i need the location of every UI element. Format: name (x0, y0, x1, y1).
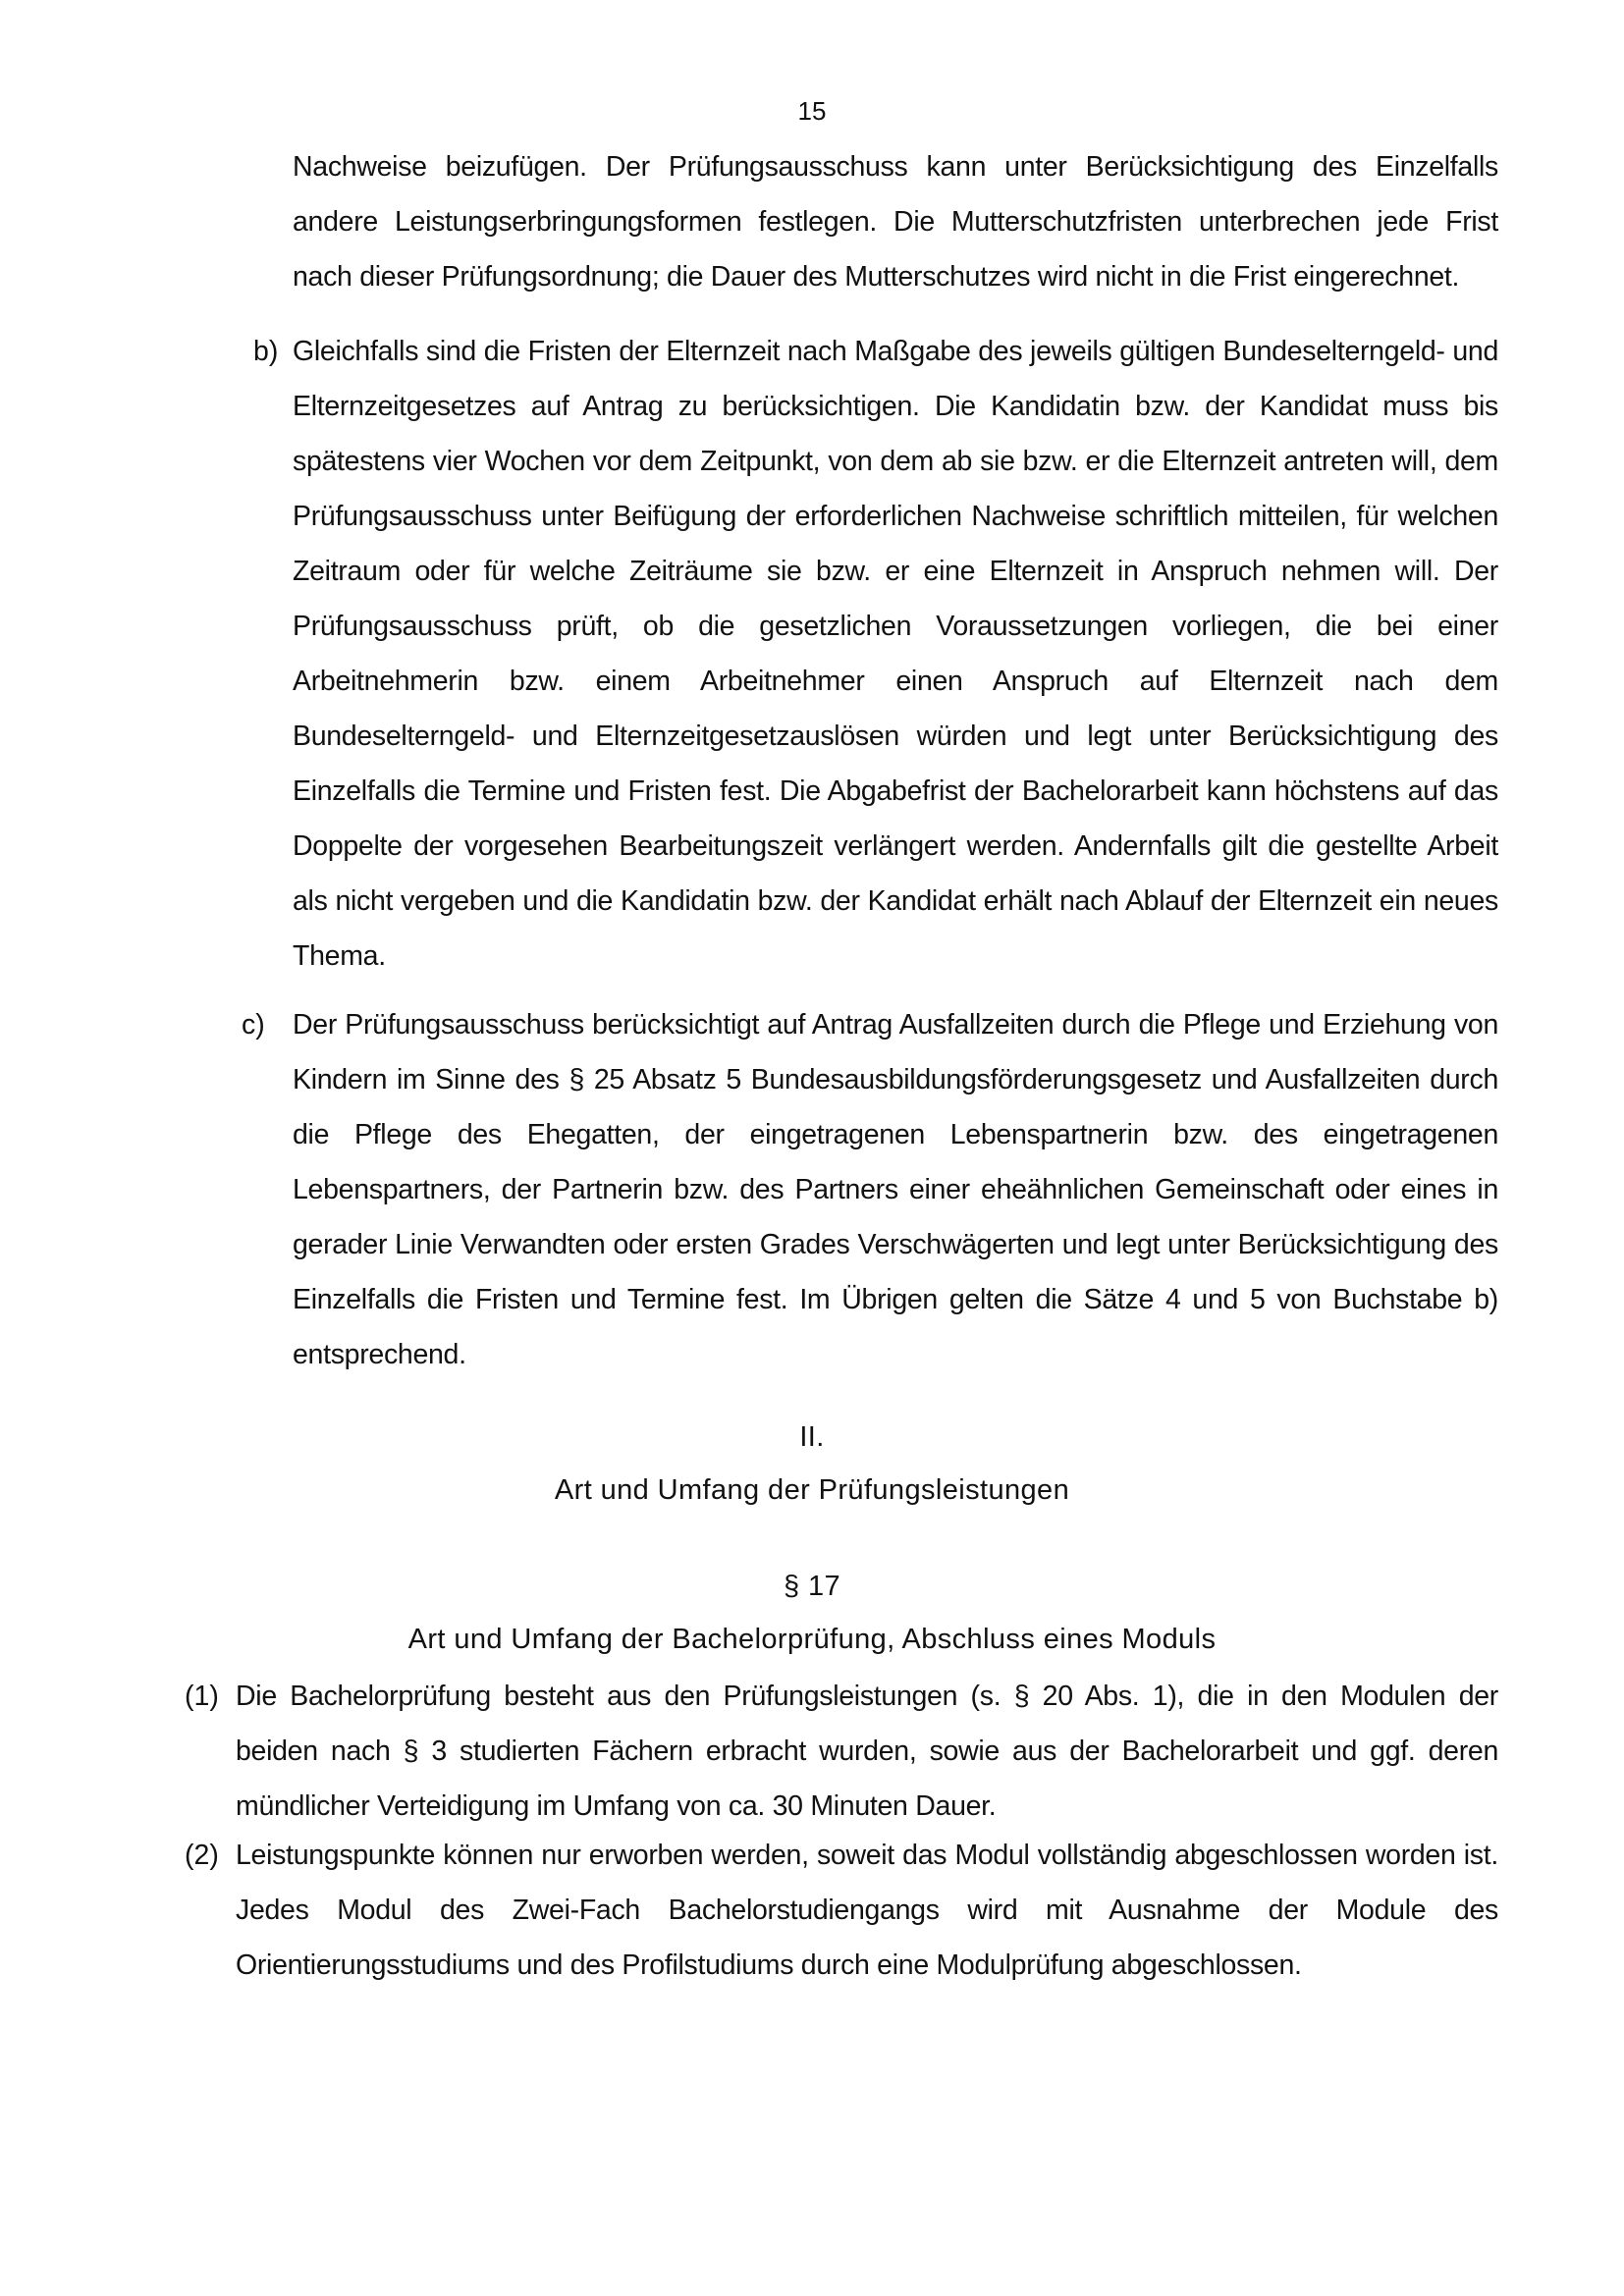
list-marker-b: b) (253, 336, 279, 367)
paragraph-number: § 17 (783, 1571, 841, 1602)
clause-1-text: Die Bachelorprüfung besteht aus den Prüfungsleistungen (s. § 20 Abs. 1), die in den Modulen der beiden nach § 3 studierten Fächern erbracht wurden, sowie aus der Bachelorarbeit und ggf. deren mündlicher Verteidigung im Umfang von ca. 30 Minuten Dauer. (236, 1681, 1498, 1822)
clause-2-text: Leistungspunkte können nur erworben werden, soweit das Modul vollständig abgeschlossen worden ist. Jedes Modul des Zwei-Fach Bachelorstudiengangs wird mit Ausnahme der Module des Orientierungsstudiums und des Profilstudiums durch eine Modulprüfung abgeschlossen. (236, 1840, 1498, 1981)
page-number: 15 (797, 96, 827, 126)
continuation-paragraph: Nachweise beizufügen. Der Prüfungsausschuss kann unter Berücksichtigung des Einzelfalls andere Leistungserbringungsformen festlegen. Die Mutterschutzfristen unterbrechen jede Frist nach dieser Prüfungsordnung; die Dauer des Mutterschutzes wird nicht in die Frist eingerechnet. (293, 151, 1498, 293)
list-marker-c: c) (242, 1009, 265, 1041)
section-title: Art und Umfang der Prüfungsleistungen (554, 1474, 1070, 1506)
list-item-c-text: Der Prüfungsausschuss berücksichtigt auf Antrag Ausfallzeiten durch die Pflege und Erziehung von Kindern im Sinne des § 25 Absatz 5 Bundesausbildungsförderungsgesetz und Ausfallzeiten durch die Pflege des Ehegatten, der eingetragenen Lebenspartnerin bzw. des eingetragenen Lebenspartners, der Partnerin bzw. des Partners einer eheähnlichen Gemeinschaft oder eines in gerader Linie Verwandten oder ersten Grades Verschwägerten und legt unter Berücksichtigung des Einzelfalls die Fristen und Termine fest. Im Übrigen gelten die Sätze 4 und 5 von Buchstabe b) entsprechend. (293, 1009, 1498, 1370)
clause-marker-2: (2) (185, 1840, 219, 1871)
clause-marker-1: (1) (185, 1681, 219, 1712)
section-number: II. (799, 1421, 825, 1453)
list-item-b-text: Gleichfalls sind die Fristen der Elternzeit nach Maßgabe des jeweils gültigen Bundeselterngeld- und Elternzeitgesetzes auf Antrag zu berücksichtigen. Die Kandidatin bzw. der Kandidat muss bis spätestens vier Wochen vor dem Zeitpunkt, von dem ab sie bzw. er die Elternzeit antreten will, dem Prüfungsausschuss unter Beifügung der erforderlichen Nachweise schriftlich mitteilen, für welchen Zeitraum oder für welche Zeiträume sie bzw. er eine Elternzeit in Anspruch nehmen will. Der Prüfungsausschuss prüft, ob die gesetzlichen Voraussetzungen vorliegen, die bei einer Arbeitnehmerin bzw. einem Arbeitnehmer einen Anspruch auf Elternzeit nach dem Bundeselterngeld- und Elternzeitgesetzauslösen würden und legt unter Berücksichtigung des Einzelfalls die Termine und Fristen fest. Die Abgabefrist der Bachelorarbeit kann höchstens auf das Doppelte der vorgesehen Bearbeitungszeit verlängert werden. Andernfalls gilt die gestellte Arbeit als nicht vergeben und die Kandidatin bzw. der Kandidat erhält nach Ablauf der Elternzeit ein neues Thema. (293, 336, 1498, 972)
paragraph-title: Art und Umfang der Bachelorprüfung, Abschluss eines Moduls (407, 1624, 1217, 1655)
